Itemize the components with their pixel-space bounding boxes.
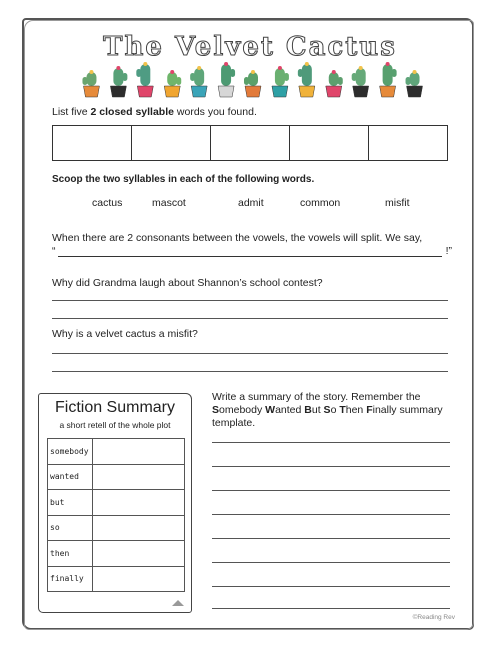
- cactus-pot-icon: [298, 62, 315, 97]
- closed-syllable-prompt: List five 2 closed syllable words you found.: [52, 106, 257, 118]
- row-cell[interactable]: [93, 566, 185, 592]
- page-curl-icon: [171, 599, 185, 607]
- cactus-pot-icon: [352, 66, 369, 97]
- summary-instructions: Write a summary of the story. Remember the Somebody Wanted But So Then Finally summary template.: [212, 391, 443, 430]
- summary-line[interactable]: [212, 490, 450, 491]
- answer-box[interactable]: [211, 126, 290, 160]
- scoop-word: misfit: [385, 197, 410, 209]
- fiction-summary-title: Fiction Summary: [54, 399, 176, 416]
- row-label: wanted: [48, 464, 93, 490]
- answer-box[interactable]: [290, 126, 369, 160]
- row-label: finally: [48, 566, 93, 592]
- scoop-word: common: [300, 197, 341, 209]
- answer-line[interactable]: [52, 300, 448, 301]
- row-cell[interactable]: [93, 439, 185, 465]
- cactus-pot-icon: [272, 66, 289, 97]
- row-label: somebody: [48, 439, 93, 465]
- cactus-pot-icon: [406, 70, 423, 97]
- scoop-word: mascot: [152, 197, 186, 209]
- summary-line[interactable]: [212, 608, 450, 609]
- summary-line[interactable]: [212, 442, 450, 443]
- summary-line[interactable]: [212, 562, 450, 563]
- question-misfit: Why is a velvet cactus a misfit?: [52, 328, 198, 340]
- cactus-pot-icon: [326, 70, 343, 97]
- summary-line[interactable]: [212, 538, 450, 539]
- question-grandma: Why did Grandma laugh about Shannon’s school contest?: [52, 277, 323, 289]
- row-cell[interactable]: [93, 541, 185, 567]
- summary-line[interactable]: [212, 586, 450, 587]
- fiction-summary-table: [47, 438, 185, 592]
- copyright-text: ©Reading Rev: [412, 614, 455, 621]
- answer-line[interactable]: [52, 371, 448, 372]
- cactus-pot-icon: [164, 70, 181, 97]
- cactus-pot-icon: [190, 66, 207, 97]
- fiction-summary-card: [38, 393, 192, 613]
- row-cell[interactable]: [93, 490, 185, 516]
- answer-box[interactable]: [369, 126, 447, 160]
- row-label: then: [48, 541, 93, 567]
- row-cell[interactable]: [93, 464, 185, 490]
- row-label: but: [48, 490, 93, 516]
- scoop-instructions: Scoop the two syllables in each of the following words.: [52, 174, 315, 185]
- syllable-rule-sentence: When there are 2 consonants between the vowels, the vowels will split. We say, “ !”: [52, 232, 452, 258]
- scoop-word: cactus: [92, 197, 123, 209]
- cactus-pot-icon: [136, 62, 153, 97]
- answer-line[interactable]: [52, 318, 448, 319]
- worksheet-title: The Velvet Cactus: [103, 32, 397, 62]
- cactus-illustration-row: [78, 60, 428, 98]
- cactus-pot-icon: [218, 62, 235, 97]
- scoop-word: admit: [238, 197, 264, 209]
- fiction-summary-subtitle: a short retell of the whole plot: [59, 420, 171, 430]
- cactus-pot-icon: [82, 70, 99, 97]
- answer-box[interactable]: [132, 126, 211, 160]
- row-cell[interactable]: [93, 515, 185, 541]
- answer-box-row: [52, 125, 448, 161]
- answer-line[interactable]: [52, 353, 448, 354]
- cactus-pot-icon: [110, 66, 127, 97]
- cactus-pot-icon: [244, 70, 261, 97]
- summary-line[interactable]: [212, 466, 450, 467]
- answer-box[interactable]: [53, 126, 132, 160]
- cactus-pot-icon: [380, 62, 397, 97]
- summary-line[interactable]: [212, 514, 450, 515]
- row-label: so: [48, 515, 93, 541]
